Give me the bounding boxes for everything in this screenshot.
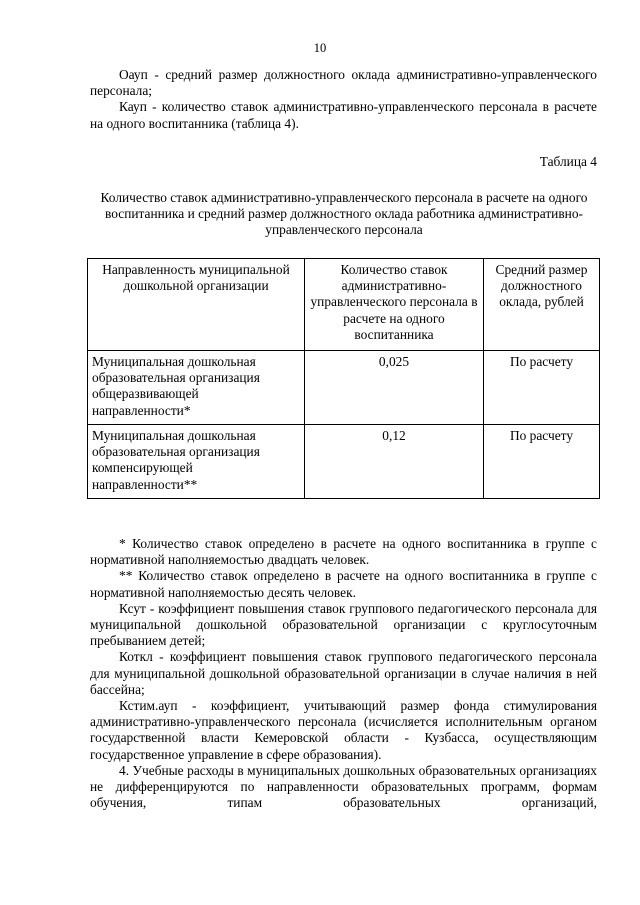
header-rates: Количество ставок административно-управленческого персонала в расчете на одного воспитанника	[305, 259, 484, 351]
table-caption: Таблица 4	[539, 154, 597, 169]
paragraph-oaup: Оауп - средний размер должностного оклада административно-управленческого персонала;	[90, 67, 597, 99]
cell-salary: По расчету	[484, 425, 600, 499]
header-direction: Направленность муниципальной дошкольной организации	[88, 259, 305, 351]
cell-rate: 0,12	[305, 425, 484, 499]
paragraph-kotkl: Коткл - коэффициент повышения ставок группового педагогического персонала для муниципальной дошкольной образовательной организации в случае наличия в ней бассейна;	[90, 649, 597, 697]
paragraph-kstim: Кстим.ауп - коэффициент, учитывающий размер фонда стимулирования административно-управленческого персонала (исчисляется исполнительным органом государственной власти Кемеровской области - Кузбасса, осуществляющим государственное управление в сфере образования).	[90, 698, 597, 762]
paragraph-kaup: Кауп - количество ставок административно-управленческого персонала в расчете на одного воспитанника (таблица 4).	[90, 99, 597, 131]
table-title: Количество ставок административно-управленческого персонала в расчете на одного воспитанника и средний размер должностного оклада работника административно-управленческого персонала	[100, 190, 588, 238]
footnote-2: ** Количество ставок определено в расчете на одного воспитанника в группе с нормативной наполняемостью десять человек.	[90, 568, 597, 600]
cell-salary: По расчету	[484, 351, 600, 425]
table-row	[88, 351, 600, 425]
table-header-row	[88, 259, 600, 351]
paragraph-item-4: 4. Учебные расходы в муниципальных дошкольных образовательных организациях не дифференцируются по направленности образовательных программ, формам обучения, типам образовательных организаций,	[90, 762, 597, 811]
page-number: 10	[313, 41, 327, 55]
intro-section	[90, 67, 597, 132]
paragraph-ksut: Ксут - коэффициент повышения ставок группового педагогического персонала для муниципальной дошкольной образовательной организации с круглосуточным пребыванием детей;	[90, 600, 597, 649]
cell-rate: 0,025	[305, 351, 484, 425]
table-row	[88, 425, 600, 499]
cell-direction: Муниципальная дошкольная образовательная организация общеразвивающей направленности*	[88, 351, 305, 425]
header-salary: Средний размер должностного оклада, рублей	[484, 259, 600, 351]
cell-direction: Муниципальная дошкольная образовательная организация компенсирующей направленности**	[88, 425, 305, 499]
staff-rates-table	[87, 258, 600, 499]
body-section	[90, 536, 597, 811]
footnote-1: * Количество ставок определено в расчете на одного воспитанника в группе с нормативной наполняемостью двадцать человек.	[90, 536, 597, 568]
